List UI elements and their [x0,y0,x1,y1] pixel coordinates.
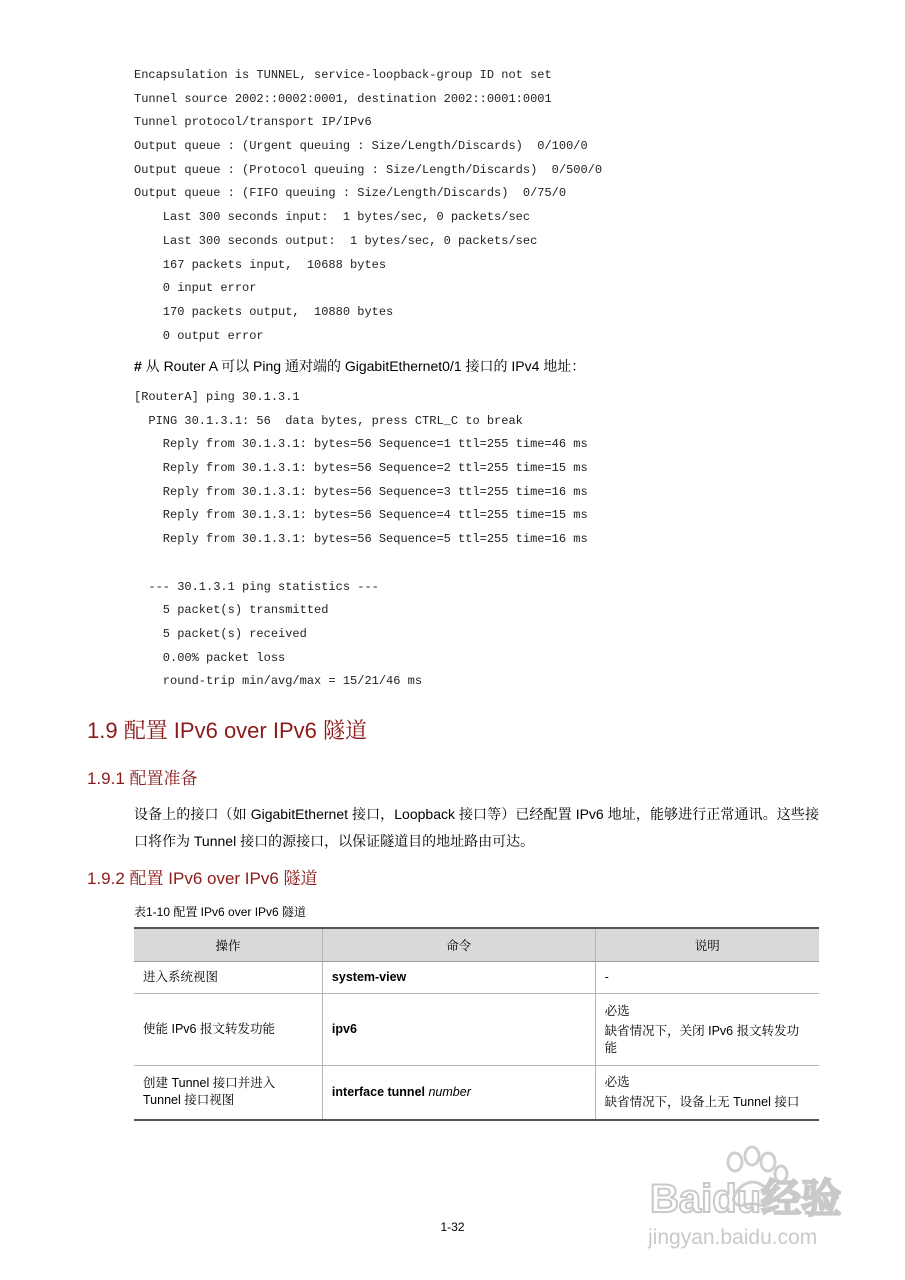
description-line: 必选 [604,1003,630,1018]
code-line: 5 packet(s) received [134,626,307,641]
command-argument: number [428,1084,471,1099]
code-line: Reply from 30.1.3.1: bytes=56 Sequence=2 ttl=255 time=15 ms [134,461,588,476]
description-line: 必选 [604,1074,630,1089]
description-line: 缺省情况下，关闭 IPv6 报文转发功能 [604,1023,800,1055]
operation-cell: 使能 IPv6 报文转发功能 [134,994,322,1066]
code-line: 0.00% packet loss [134,650,286,665]
command-cell [322,1066,595,1120]
header-description: 说明 [595,928,819,962]
command-cell [322,962,595,994]
code-line: 0 output error [134,328,264,343]
table-caption: 表1-10 配置 IPv6 over IPv6 隧道 [134,905,307,919]
section-heading: 1.9 配置 IPv6 over IPv6 隧道 [87,718,367,743]
description-cell [595,994,819,1066]
description-line: 缺省情况下，设备上无 Tunnel 接口 [604,1094,800,1109]
config-table [134,927,819,1121]
code-line: Output queue : (Urgent queuing : Size/Length/Discards) 0/100/0 [134,139,588,154]
code-line: Last 300 seconds input: 1 bytes/sec, 0 packets/sec [134,210,531,225]
code-line: Reply from 30.1.3.1: bytes=56 Sequence=1 ttl=255 time=46 ms [134,437,588,452]
header-command: 命令 [322,928,595,962]
note-hash: # [134,358,142,374]
code-line: Tunnel source 2002::0002:0001, destination 2002::0001:0001 [134,91,552,106]
description-cell [595,962,819,994]
command-keyword: ipv6 [331,1022,357,1036]
description-line: - [604,970,609,984]
page-number: 1-32 [440,1220,465,1234]
prep-paragraph: 设备上的接口（如 GigabitEthernet 接口，Loopback 接口等）已经配置 IPv6 地址，能够进行正常通讯。这些接口将作为 Tunnel 接口的源接口，以保证隧道目的地址路由可达。 [134,806,819,849]
code-block-tunnel-info [134,64,602,348]
code-line: 167 packets input, 10688 bytes [134,257,387,272]
watermark-url: jingyan.baidu.com [648,1226,818,1249]
code-line: Reply from 30.1.3.1: bytes=56 Sequence=5 ttl=255 time=16 ms [134,532,588,547]
baidu-jingyan-watermark [640,1140,880,1270]
code-line: Last 300 seconds output: 1 bytes/sec, 0 packets/sec [134,233,538,248]
table-header-row [134,928,819,962]
code-line: Output queue : (Protocol queuing : Size/Length/Discards) 0/500/0 [134,162,603,177]
note-text: 从 Router A 可以 Ping 通对端的 GigabitEthernet0/1 接口的 IPv4 地址： [141,358,586,374]
code-line: Reply from 30.1.3.1: bytes=56 Sequence=3 ttl=255 time=16 ms [134,484,588,499]
operation-cell: 创建 Tunnel 接口并进入 Tunnel 接口视图 [134,1066,322,1120]
code-line: round-trip min/avg/max = 15/21/46 ms [134,674,423,689]
code-line: 5 packet(s) transmitted [134,603,329,618]
description-cell [595,1066,819,1120]
code-line: [RouterA] ping 30.1.3.1 [134,390,300,404]
subsection-heading-config: 1.9.2 配置 IPv6 over IPv6 隧道 [87,869,318,888]
table-row [134,994,819,1066]
code-line: PING 30.1.3.1: 56 data bytes, press CTRL_C to break [134,413,523,428]
watermark-logo-text: Baidu经验 [650,1177,842,1221]
ping-note [134,355,585,377]
operation-cell: 进入系统视图 [134,962,322,994]
code-line: 170 packets output, 10880 bytes [134,304,394,319]
command-cell [322,994,595,1066]
code-line: Output queue : (FIFO queuing : Size/Length/Discards) 0/75/0 [134,186,567,201]
command-keyword: system-view [331,970,407,984]
header-operation: 操作 [134,928,322,962]
code-line: Tunnel protocol/transport IP/IPv6 [134,115,372,130]
table-row [134,1066,819,1120]
code-line: --- 30.1.3.1 ping statistics --- [134,579,379,594]
table-row [134,962,819,994]
code-line: Reply from 30.1.3.1: bytes=56 Sequence=4 ttl=255 time=15 ms [134,508,588,523]
command-keyword: interface tunnel [331,1084,429,1099]
code-block-ping-output [134,386,588,694]
code-line: Encapsulation is TUNNEL, service-loopback-group ID not set [134,68,552,82]
subsection-heading-prep: 1.9.1 配置准备 [87,769,198,788]
code-line [134,552,588,576]
code-line: 0 input error [134,281,257,296]
